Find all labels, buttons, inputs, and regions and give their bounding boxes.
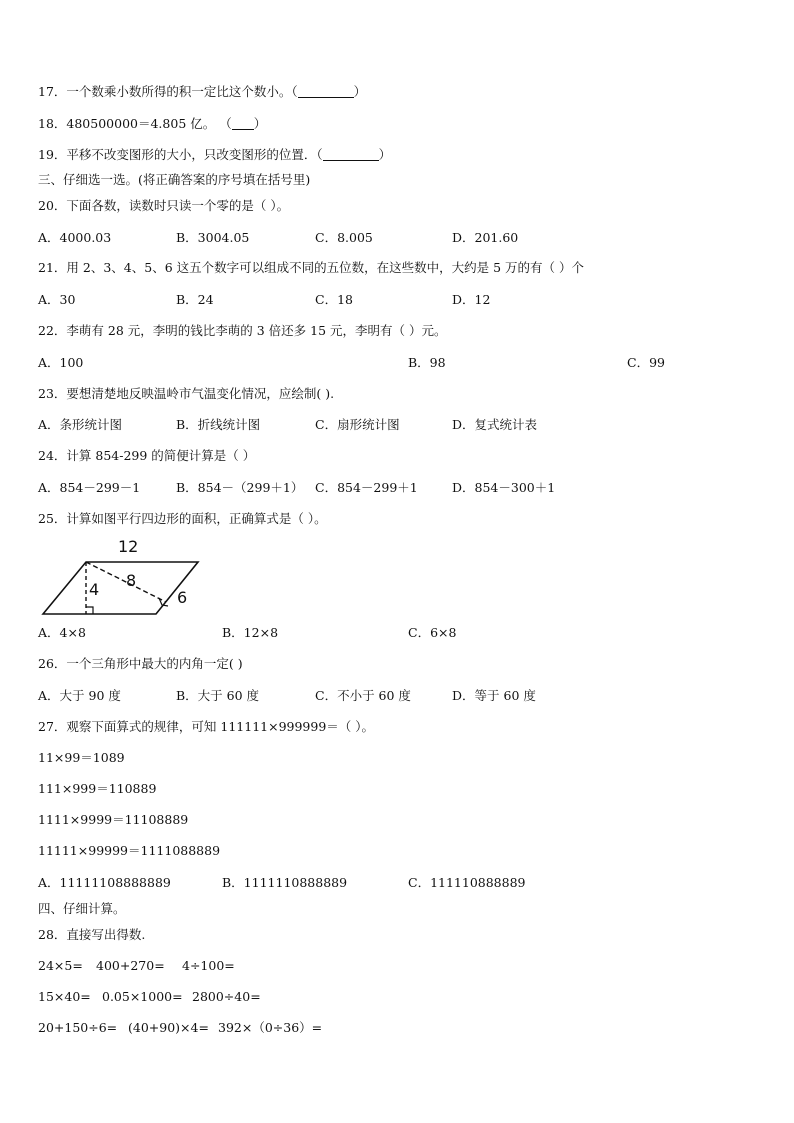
question-17-text: 17．一个数乘小数所得的积一定比这个数小。（ xyxy=(38,84,298,99)
calc-item: 400+270= xyxy=(96,958,165,973)
q27-option-a[interactable]: A．11111108888889 xyxy=(38,875,171,890)
q27-option-b[interactable]: B．1111110888889 xyxy=(222,875,348,890)
q23-option-b[interactable]: B．折线统计图 xyxy=(176,417,261,432)
q24-option-c[interactable]: C．854－299＋1 xyxy=(315,480,418,495)
calc-item: 2800÷40= xyxy=(192,989,261,1004)
answer-blank[interactable] xyxy=(298,85,354,98)
calc-item: 0.05×1000= xyxy=(102,989,183,1004)
calc-item: 392×（0÷36）= xyxy=(218,1020,323,1035)
q23-option-a[interactable]: A．条形统计图 xyxy=(38,417,123,432)
question-24-text: 24．计算 854-299 的简便计算是（ ） xyxy=(38,448,256,463)
calc-item: 20+150÷6= xyxy=(38,1020,118,1035)
section-4-heading: 四、仔细计算。 xyxy=(38,901,126,916)
pattern-line-4: 11111×99999＝1111088889 xyxy=(38,843,221,858)
answer-blank[interactable] xyxy=(323,148,379,161)
calc-item: (40+90)×4= xyxy=(128,1020,209,1035)
q24-option-d[interactable]: D．854－300＋1 xyxy=(452,480,556,495)
pattern-line-3: 1111×9999＝11108889 xyxy=(38,812,189,827)
q25-option-b[interactable]: B．12×8 xyxy=(222,625,279,640)
question-26-text: 26．一个三角形中最大的内角一定( ) xyxy=(38,656,243,671)
label-12: 12 xyxy=(118,537,139,556)
q21-option-b[interactable]: B．24 xyxy=(176,292,214,307)
q23-option-d[interactable]: D．复式统计表 xyxy=(452,417,538,432)
q20-option-c[interactable]: C．8.005 xyxy=(315,230,373,245)
q25-option-c[interactable]: C．6×8 xyxy=(408,625,457,640)
question-28-text: 28．直接写出得数. xyxy=(38,927,146,942)
q26-option-b[interactable]: B．大于 60 度 xyxy=(176,688,260,703)
calc-item: 4÷100= xyxy=(182,958,235,973)
q25-option-a[interactable]: A．4×8 xyxy=(38,625,86,640)
q26-option-a[interactable]: A．大于 90 度 xyxy=(38,688,121,703)
label-6: 6 xyxy=(177,588,188,607)
q22-option-a[interactable]: A．100 xyxy=(38,355,84,370)
parallelogram-shape xyxy=(43,562,198,614)
question-21-text: 21．用 2、3、4、5、6 这五个数字可以组成不同的五位数，在这些数中，大约是 5 万的有（ ）个 xyxy=(38,260,584,275)
q22-option-c[interactable]: C．99 xyxy=(627,355,665,370)
question-18-end: ） xyxy=(253,116,267,131)
right-angle-mark xyxy=(86,607,93,614)
q26-option-d[interactable]: D．等于 60 度 xyxy=(452,688,536,703)
question-19-end: ） xyxy=(378,147,392,162)
q23-option-c[interactable]: C．扇形统计图 xyxy=(315,417,400,432)
q21-option-a[interactable]: A．30 xyxy=(38,292,76,307)
question-19-text: 19．平移不改变图形的大小，只改变图形的位置．（ xyxy=(38,147,323,162)
q26-option-c[interactable]: C．不小于 60 度 xyxy=(315,688,411,703)
q24-option-b[interactable]: B．854－（299＋1） xyxy=(176,480,304,495)
calc-item: 24×5= xyxy=(38,958,83,973)
question-25-text: 25．计算如图平行四边形的面积，正确算式是（ ）。 xyxy=(38,511,327,526)
q20-option-a[interactable]: A．4000.03 xyxy=(38,230,112,245)
question-17 xyxy=(38,84,366,100)
q21-option-c[interactable]: C．18 xyxy=(315,292,353,307)
label-4: 4 xyxy=(89,580,100,599)
question-19 xyxy=(38,147,391,163)
question-22-text: 22．李萌有 28 元，李明的钱比李萌的 3 倍还多 15 元，李明有（ ）元。 xyxy=(38,323,447,338)
pattern-line-1: 11×99＝1089 xyxy=(38,750,125,765)
q20-option-d[interactable]: D．201.60 xyxy=(452,230,519,245)
question-23-text: 23．要想清楚地反映温岭市气温变化情况，应绘制( ). xyxy=(38,386,335,401)
answer-blank[interactable] xyxy=(232,117,254,130)
q22-option-b[interactable]: B．98 xyxy=(408,355,446,370)
pattern-line-2: 111×999＝110889 xyxy=(38,781,157,796)
parallelogram-figure xyxy=(38,534,208,618)
question-18-text: 18．480500000＝4.805 亿。 （ xyxy=(38,116,232,131)
q20-option-b[interactable]: B．3004.05 xyxy=(176,230,250,245)
q27-option-c[interactable]: C．111110888889 xyxy=(408,875,526,890)
calc-item: 15×40= xyxy=(38,989,91,1004)
question-27-text: 27．观察下面算式的规律，可知 111111×999999＝（ ）。 xyxy=(38,719,375,734)
q21-option-d[interactable]: D．12 xyxy=(452,292,491,307)
question-20-text: 20．下面各数，读数时只读一个零的是（ ）。 xyxy=(38,198,290,213)
q24-option-a[interactable]: A．854－299－1 xyxy=(38,480,141,495)
question-18 xyxy=(38,116,266,132)
label-8: 8 xyxy=(126,571,137,590)
section-3-heading: 三、仔细选一选。(将正确答案的序号填在括号里) xyxy=(38,172,311,187)
question-17-end: ） xyxy=(353,84,367,99)
